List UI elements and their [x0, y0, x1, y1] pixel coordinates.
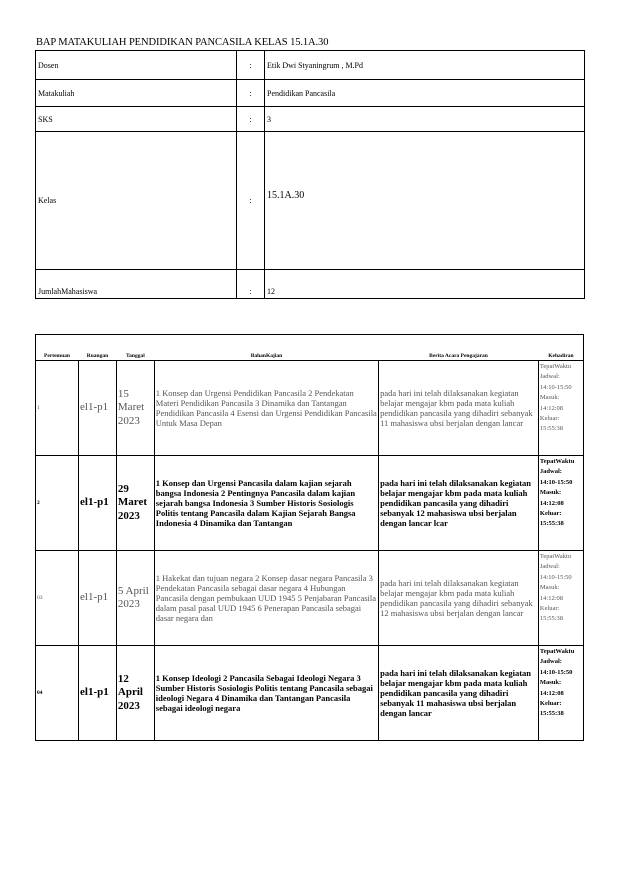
- attendance-out-label: Keluar:: [539, 509, 562, 517]
- attendance-in: 14:12:08: [539, 594, 564, 602]
- info-separator: :: [237, 51, 265, 80]
- course-info-table: [35, 50, 585, 299]
- session-date: 12 April 2023: [116, 646, 154, 741]
- info-value: 3: [265, 107, 585, 132]
- attendance-in-label: Masuk:: [539, 489, 562, 497]
- attendance-schedule-label: Jadwal:: [539, 373, 560, 381]
- session-material: 1 Konsep Ideologi 2 Pancasila Sebagai Ideologi Negara 3 Sumber Historis Sosiologis Politis tentang Pancasila sebagai ideologi Negara 4 Dinamika dan Tantangan Pancasila sebagai ideologi negara: [154, 646, 378, 741]
- session-date: 29 Maret 2023: [116, 456, 154, 551]
- session-date: 5 April 2023: [116, 551, 154, 646]
- session-attendance: [538, 551, 583, 646]
- table-row: [36, 551, 584, 646]
- header-tanggal: Tanggal: [125, 353, 145, 359]
- attendance-out-label: Keluar:: [539, 699, 562, 707]
- session-material: 1 Hakekat dan tujuan negara 2 Konsep dasar negara Pancasila 3 Pendekatan Pancasila sebagai dasar negara 4 Hubungan Pancasila dengan pembukaan UUD 1945 5 Penjabaran Pancasila dalam pasal pasal UUD 1945 6 Penerapan Pancasila sebagai dasar negara dan: [154, 551, 378, 646]
- attendance-schedule: 14:10-15:50: [539, 668, 573, 676]
- info-row-kelas: [36, 132, 585, 270]
- session-material: 1 Konsep dan Urgensi Pendidikan Pancasila 2 Pendekatan Materi Pendidikan Pancasila 3 Dinamika dan Tantangan Pendidikan Pancasila 4 Esensi dan Urgensi Pendidikan Pancasila Untuk Masa Depan: [154, 361, 378, 456]
- info-separator: :: [237, 107, 265, 132]
- header-berita-acara: Berita Acara Pengajaran: [429, 353, 488, 359]
- session-report: pada hari ini telah dilaksanakan kegiatan belajar mengajar kbm pada mata kuliah pendidikan pancasila yang dihadiri sebanyak 11 mahasiswa ubsi berjalan dengan lancar: [379, 646, 539, 741]
- attendance-out: 15:55:38: [539, 615, 564, 623]
- info-row-jumlah: [36, 270, 585, 299]
- session-room: el1-p1: [79, 456, 117, 551]
- sessions-header-row: [36, 334, 584, 361]
- session-attendance: [538, 646, 583, 741]
- document-title: BAP MATAKULIAH PENDIDIKAN PANCASILA KELAS 15.1A.30: [36, 37, 329, 48]
- info-label: JumlahMahasiswa: [36, 270, 237, 299]
- session-report: pada hari ini telah dilaksanakan kegiatan belajar mengajar kbm pada mata kuliah pendidikan pancasila yang dihadiri sebanyak 12 mahasiswa ubsi berjalan dengan lancar lcar: [379, 456, 539, 551]
- attendance-in-label: Masuk:: [539, 679, 562, 687]
- attendance-status: TepatWaktu: [539, 363, 572, 370]
- session-number: 1: [36, 361, 79, 456]
- session-room: el1-p1: [79, 361, 117, 456]
- sessions-table: [35, 334, 584, 741]
- session-date: 15 Maret 2023: [116, 361, 154, 456]
- attendance-schedule: 14:10-15:50: [539, 573, 572, 581]
- info-row-sks: [36, 107, 585, 132]
- attendance-out: 15:55:38: [539, 520, 564, 528]
- info-label: Matakuliah: [36, 80, 237, 107]
- info-label: Dosen: [36, 51, 237, 80]
- header-kehadiran: Kehadiran: [548, 353, 574, 359]
- attendance-out-label: Keluar:: [539, 414, 560, 422]
- info-value: 15.1A.30: [265, 132, 585, 270]
- info-separator: :: [237, 80, 265, 107]
- attendance-in: 14:12:08: [539, 689, 564, 697]
- session-room: el1-p1: [79, 646, 117, 741]
- info-value: Etik Dwi Styaningrum , M.Pd: [265, 51, 585, 80]
- info-label: Kelas: [36, 132, 237, 270]
- attendance-out: 15:55:38: [539, 425, 564, 433]
- attendance-in-label: Masuk:: [539, 584, 560, 592]
- info-row-dosen: [36, 51, 585, 80]
- attendance-status: TepatWaktu: [539, 553, 572, 560]
- session-attendance: [538, 456, 583, 551]
- attendance-schedule: 14:10-15:50: [539, 383, 572, 391]
- header-pertemuan: Pertemuan: [44, 353, 70, 359]
- header-ruangan: Ruangan: [86, 353, 109, 359]
- attendance-in: 14:12:08: [539, 499, 564, 507]
- attendance-status: TepatWaktu: [539, 648, 575, 655]
- session-room: el1-p1: [79, 551, 117, 646]
- attendance-in: 14:12:08: [539, 404, 564, 412]
- attendance-schedule-label: Jadwal:: [539, 563, 560, 571]
- session-material: 1 Konsep dan Urgensi Pancasila dalam kajian sejarah bangsa Indonesia 2 Pentingnya Pancasila dalam kajian sejarah bangsa Indonesia 3 Sumber Historis Sosiologis Politis tentang Pancasila dalam Kajian Sejarah Bangsa Indonesia 4 Dinamika dan Tantangan: [154, 456, 378, 551]
- attendance-status: TepatWaktu: [539, 458, 575, 465]
- attendance-in-label: Masuk:: [539, 394, 560, 402]
- info-row-matakuliah: [36, 80, 585, 107]
- info-separator: :: [237, 270, 265, 299]
- session-number: 03: [36, 551, 79, 646]
- table-row: [36, 456, 584, 551]
- attendance-out-label: Keluar:: [539, 604, 560, 612]
- attendance-out: 15:55:38: [539, 710, 564, 718]
- attendance-schedule-label: Jadwal:: [539, 468, 562, 476]
- info-separator: :: [237, 132, 265, 270]
- info-label: SKS: [36, 107, 237, 132]
- header-bahan-kajian: BahanKajian: [250, 353, 283, 359]
- table-row: [36, 361, 584, 456]
- info-value: 12: [265, 270, 585, 299]
- session-report: pada hari ini telah dilaksanakan kegiatan belajar mengajar kbm pada mata kuliah pendidikan pancasila yang dihadiri sebanyak 11 mahasiswa ubsi berjalan dengan lancar: [379, 361, 539, 456]
- info-value: Pendidikan Pancasila: [265, 80, 585, 107]
- session-number: 2: [36, 456, 79, 551]
- attendance-schedule-label: Jadwal:: [539, 658, 562, 666]
- session-report: pada hari ini telah dilaksanakan kegiatan belajar mengajar kbm pada mata kuliah pendidikan pancasila yang dihadiri sebanyak 12 mahasiswa ubsi berjalan dengan lancar: [379, 551, 539, 646]
- session-attendance: [538, 361, 583, 456]
- table-row: [36, 646, 584, 741]
- attendance-schedule: 14:10-15:50: [539, 478, 573, 486]
- session-number: 04: [36, 646, 79, 741]
